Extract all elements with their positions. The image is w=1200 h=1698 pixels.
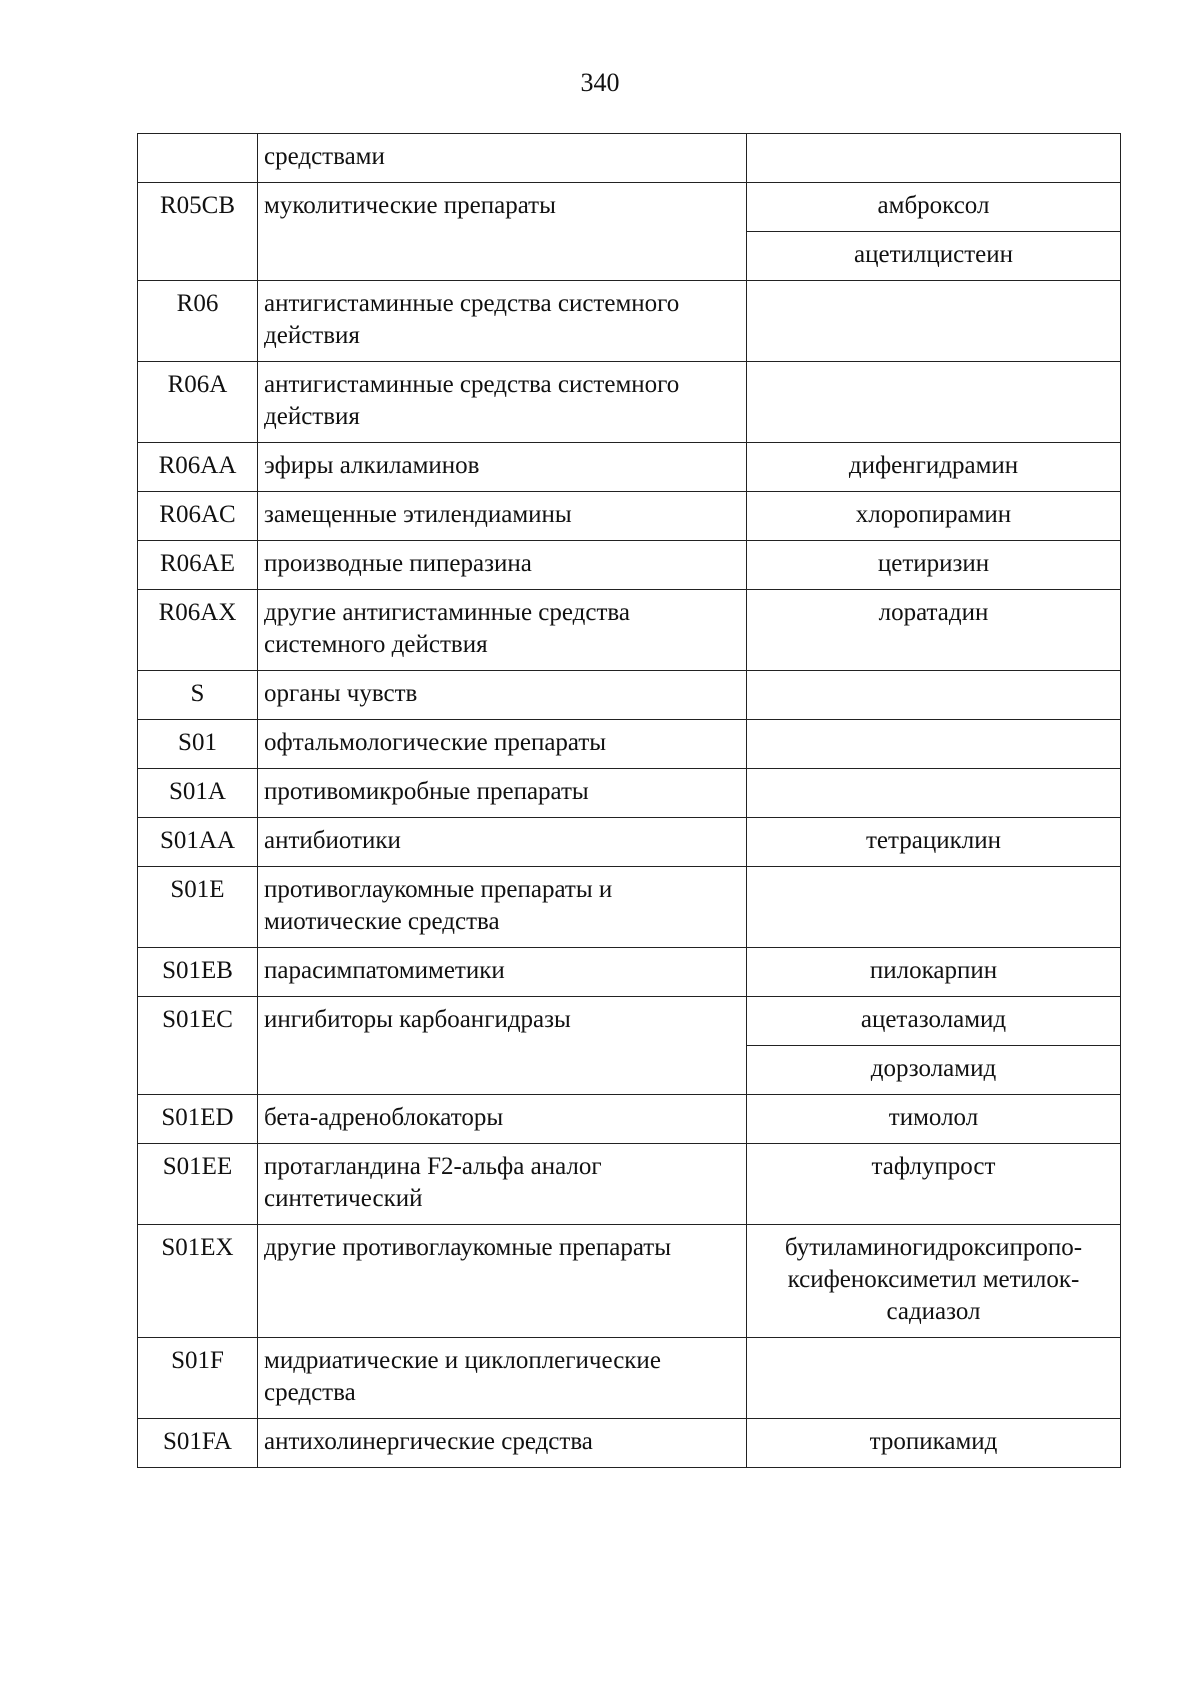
drug-name-line: ксифеноксиметил метилок- — [787, 1266, 1080, 1293]
drug-name-cell — [747, 769, 1121, 818]
drug-name-cell: дорзоламид — [747, 1046, 1121, 1095]
drug-name-cell: хлоропирамин — [747, 492, 1121, 541]
table-row — [138, 1419, 1121, 1468]
atc-code-cell: R06AX — [138, 590, 258, 671]
atc-code-cell — [138, 134, 258, 183]
table-row — [138, 867, 1121, 948]
table-row — [138, 948, 1121, 997]
atc-code-cell: S01 — [138, 720, 258, 769]
group-name-cell: парасимпатомиметики — [258, 948, 747, 997]
atc-code-cell: S01EX — [138, 1225, 258, 1338]
atc-code-cell: S01ED — [138, 1095, 258, 1144]
table-row — [138, 769, 1121, 818]
group-name-cell: производные пиперазина — [258, 541, 747, 590]
atc-code-cell: R06AC — [138, 492, 258, 541]
table-row — [138, 1225, 1121, 1338]
drug-name-cell: ацетазоламид — [747, 997, 1121, 1046]
group-name-cell: антихолинергические средства — [258, 1419, 747, 1468]
table-row — [138, 671, 1121, 720]
drug-name-cell: цетиризин — [747, 541, 1121, 590]
drug-name-cell: тафлупрост — [747, 1144, 1121, 1225]
group-name-cell: противомикробные препараты — [258, 769, 747, 818]
atc-code-cell: R06 — [138, 281, 258, 362]
drug-name-cell: лоратадин — [747, 590, 1121, 671]
drug-name-cell — [747, 1338, 1121, 1419]
drug-name-cell: дифенгидрамин — [747, 443, 1121, 492]
table-row — [138, 362, 1121, 443]
drug-classification-table — [137, 133, 1121, 1468]
table-row — [138, 1338, 1121, 1419]
table-row — [138, 818, 1121, 867]
atc-code-cell: S01F — [138, 1338, 258, 1419]
atc-code-cell: S01AA — [138, 818, 258, 867]
drug-name-cell: тимолол — [747, 1095, 1121, 1144]
table-row — [138, 134, 1121, 183]
group-name-cell: замещенные этилендиамины — [258, 492, 747, 541]
table-row — [138, 720, 1121, 769]
group-name-cell: антигистаминные средства системного действия — [258, 362, 747, 443]
drug-name-cell — [747, 281, 1121, 362]
drug-name-cell: ацетилцистеин — [747, 232, 1121, 281]
drug-name-cell — [747, 671, 1121, 720]
atc-code-cell: R06AE — [138, 541, 258, 590]
group-name-cell: средствами — [258, 134, 747, 183]
group-name-cell: антигистаминные средства системного действия — [258, 281, 747, 362]
group-name-cell: бета-адреноблокаторы — [258, 1095, 747, 1144]
atc-code-cell: S01FA — [138, 1419, 258, 1468]
group-name-cell: другие противоглаукомные препараты — [258, 1225, 747, 1338]
atc-code-cell: R06A — [138, 362, 258, 443]
drug-name-cell — [747, 134, 1121, 183]
drug-name-cell — [747, 362, 1121, 443]
atc-code-cell: S01A — [138, 769, 258, 818]
table-row — [138, 1095, 1121, 1144]
group-name-cell: антибиотики — [258, 818, 747, 867]
group-name-cell: ингибиторы карбоангидразы — [258, 997, 747, 1095]
drug-name-cell — [747, 720, 1121, 769]
group-name-cell: противоглаукомные препараты и миотические средства — [258, 867, 747, 948]
atc-code-cell: S01EE — [138, 1144, 258, 1225]
atc-code-cell: S01E — [138, 867, 258, 948]
atc-code-cell: S — [138, 671, 258, 720]
group-name-cell: эфиры алкиламинов — [258, 443, 747, 492]
table-row — [138, 281, 1121, 362]
group-name-cell: органы чувств — [258, 671, 747, 720]
atc-code-cell: S01EC — [138, 997, 258, 1095]
drug-name-cell: тетрациклин — [747, 818, 1121, 867]
table-row — [138, 443, 1121, 492]
table-row — [138, 997, 1121, 1046]
page-number: 340 — [580, 68, 620, 97]
group-name-cell: протагландина F2-альфа аналог синтетический — [258, 1144, 747, 1225]
group-name-cell: муколитические препараты — [258, 183, 747, 281]
atc-code-cell: R06AA — [138, 443, 258, 492]
drug-name-line: садиазол — [886, 1298, 981, 1325]
table-row — [138, 1144, 1121, 1225]
drug-name-cell: тропикамид — [747, 1419, 1121, 1468]
drug-name-cell — [747, 867, 1121, 948]
drug-name-cell — [747, 1225, 1121, 1338]
group-name-cell: другие антигистаминные средства системного действия — [258, 590, 747, 671]
atc-code-cell: S01EB — [138, 948, 258, 997]
drug-name-cell: пилокарпин — [747, 948, 1121, 997]
group-name-cell: офтальмологические препараты — [258, 720, 747, 769]
group-name-cell: мидриатические и циклоплегические средства — [258, 1338, 747, 1419]
drug-name-cell: амброксол — [747, 183, 1121, 232]
table-row — [138, 183, 1121, 232]
table-row — [138, 541, 1121, 590]
drug-name-line: бутиламиногидроксипропо- — [784, 1234, 1083, 1261]
atc-code-cell: R05CB — [138, 183, 258, 281]
table-row — [138, 590, 1121, 671]
table-row — [138, 492, 1121, 541]
